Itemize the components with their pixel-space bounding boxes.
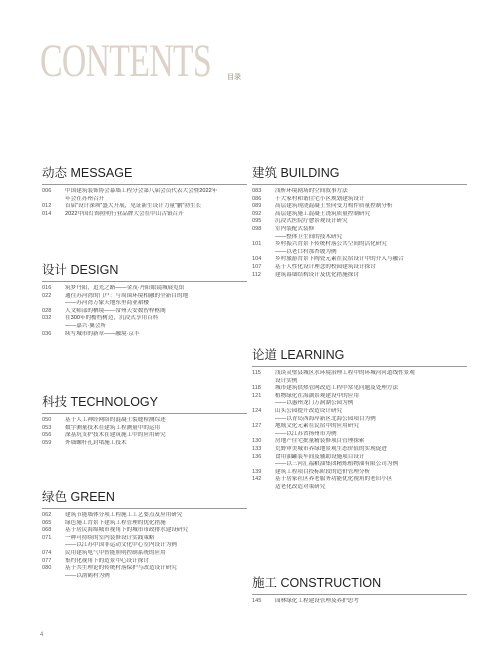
toc-article-title: 绿色施工背景下建筑工程管理的优化措施: [65, 519, 166, 526]
toc-article-title: 浅析环境剧场的空间叙事方法: [275, 188, 348, 194]
toc-page-number: 086: [252, 195, 262, 202]
toc-entry[interactable]: [42, 520, 247, 528]
toc-entry[interactable]: [252, 241, 467, 249]
contents-title: [40, 35, 241, 87]
toc-entry[interactable]: [42, 512, 247, 520]
toc-page-number: 112: [252, 271, 261, 278]
toc-entry[interactable]: [42, 285, 247, 293]
toc-entry[interactable]: [252, 272, 467, 280]
toc-entry[interactable]: [252, 234, 467, 242]
toc-article-title: ——以青岛西海岸新区北海公园项目为例: [275, 415, 376, 422]
toc-article-title: 高层建筑现浇混凝土竖向受力构件质量控制分析: [275, 203, 393, 210]
toc-entry[interactable]: [252, 249, 467, 257]
toc-page-number: 124: [252, 407, 262, 414]
toc-entry[interactable]: [252, 370, 467, 378]
toc-entry[interactable]: [252, 461, 467, 469]
toc-entry[interactable]: [42, 300, 247, 308]
toc-page-number: 092: [252, 210, 262, 217]
toc-page-number: 077: [42, 557, 52, 564]
toc-article-title: 园林绿化工程建设管理及养护思考: [275, 598, 359, 604]
toc-page-number: 101: [252, 241, 262, 248]
toc-article-title: ——整体卫生间的技术研究: [275, 233, 343, 240]
toc-article-title: ——以惠州龙门万洞湖公园为例: [275, 400, 354, 407]
toc-page-number: 012: [42, 203, 52, 210]
toc-entry[interactable]: [42, 293, 247, 301]
toc-page-number: 074: [42, 549, 52, 556]
toc-article-title: 建筑节能墙体分项工程施工工艺要点及应用研究: [65, 512, 183, 518]
toc-entry[interactable]: [42, 565, 247, 573]
toc-entry[interactable]: [42, 315, 247, 323]
page-number: 4: [40, 632, 44, 638]
toc-page-number: 056: [42, 432, 52, 439]
toc-entry[interactable]: [252, 226, 467, 234]
toc-entry[interactable]: [42, 323, 247, 331]
section-technology: [42, 395, 247, 447]
toc-entry[interactable]: [42, 432, 247, 440]
toc-entry[interactable]: [252, 431, 467, 439]
toc-entry[interactable]: [42, 550, 247, 558]
toc-article-title: ——以三河汇福粮油集团精炼植物油有限公司为例: [275, 461, 399, 468]
toc-article-title: 地域文化元素在民宿中的应用研究: [275, 423, 359, 430]
toc-article-title: 适老化改造对策研究: [275, 483, 326, 490]
toc-page-number: 065: [42, 519, 52, 526]
toc-entry[interactable]: [252, 438, 467, 446]
toc-page-number: 098: [252, 225, 262, 232]
toc-article-title: 基于人工神经网络的混凝土裂缝检测综述: [65, 417, 166, 423]
contents-title-sub: 目录: [227, 74, 241, 81]
section-divider: [42, 184, 247, 185]
section-divider: [252, 184, 467, 185]
toc-article-title: 筑梦丹阳，追光之路——金茂·丹阳眼镜城展览馆: [65, 285, 185, 291]
toc-entry[interactable]: [252, 416, 467, 424]
section-heading: 设计 DESIGN: [42, 263, 119, 277]
toc-entry[interactable]: [252, 211, 467, 219]
section-heading: 论道 LEARNING: [252, 348, 345, 362]
toc-article-title: ——嘉兴·翼会所: [65, 322, 107, 329]
toc-page-number: 050: [42, 417, 52, 423]
toc-article-title: 基于人性化设计理念的校园建筑设计探讨: [275, 263, 376, 270]
toc-article-title: 年会在苏州召开: [65, 195, 105, 202]
toc-page-number: 089: [252, 203, 262, 210]
section-heading: 施工 CONSTRUCTION: [252, 576, 382, 590]
toc-entry[interactable]: [42, 417, 247, 425]
toc-page-number: 022: [42, 292, 52, 299]
toc-page-number: 016: [42, 285, 52, 291]
toc-article-title: 房地产住宅批量精装修项目管理探索: [275, 438, 365, 445]
toc-article-title: 民用建筑电气中智能照明控制系统的应用: [65, 549, 166, 556]
toc-entry[interactable]: [252, 454, 467, 462]
contents-title-main: CONTENTS: [40, 35, 211, 87]
toc-article-title: ——以江苏中国非运动文化中心室内设计为例: [65, 542, 177, 549]
toc-page-number: 071: [42, 534, 52, 541]
toc-entry[interactable]: [42, 535, 247, 543]
section-heading: 动态 MESSAGE: [42, 166, 133, 180]
toc-entry[interactable]: [252, 476, 467, 484]
toc-entry[interactable]: [252, 423, 467, 431]
toc-page-number: 104: [252, 256, 262, 263]
toc-page-number: 142: [252, 476, 262, 483]
section-heading: 绿色 GREEN: [42, 490, 115, 504]
toc-article-title: 在300年的檐档树边，沉浸式享用百科: [65, 315, 159, 322]
toc-page-number: 139: [252, 468, 262, 475]
toc-article-title: 基于共生理论的传统村落保护与改造设计研究: [65, 565, 177, 572]
toc-page-number: 014: [42, 210, 52, 217]
toc-entry[interactable]: [42, 558, 247, 566]
section-learning: [252, 348, 467, 492]
section-building: [252, 166, 467, 279]
toc-entry[interactable]: [42, 425, 247, 433]
toc-page-number: 006: [42, 188, 52, 194]
toc-page-number: 053: [42, 424, 52, 431]
toc-article-title: ——以老口村那杏坡为例: [275, 248, 337, 255]
toc-entry[interactable]: [252, 408, 467, 416]
toc-entry[interactable]: [42, 203, 247, 211]
section-divider: [42, 508, 247, 509]
toc-page-number: 059: [42, 439, 52, 446]
toc-entry[interactable]: [42, 331, 247, 339]
toc-entry[interactable]: [252, 203, 467, 211]
toc-article-title: 高层建筑施工混凝土浇筑质量控制研究: [275, 210, 371, 217]
toc-page-number: 121: [252, 392, 262, 399]
toc-article-title: 乡村振兴背景下传统村落公共空间的活化研究: [275, 241, 387, 248]
toc-entry[interactable]: [42, 440, 247, 448]
toc-article-title: 十大家村和谐住宅小区规划建筑设计: [275, 195, 365, 202]
toc-entry[interactable]: [252, 446, 467, 454]
toc-article-title: 首届“设计深圳”盛大开展，见证新生设计力量“鹏”勃生长: [65, 203, 202, 210]
section-divider: [42, 281, 247, 282]
toc-page-number: 095: [252, 218, 262, 225]
toc-entry[interactable]: [42, 196, 247, 204]
toc-article-title: 山头公园提升改造设计研究: [275, 407, 343, 414]
toc-entry[interactable]: [42, 188, 247, 196]
section-heading: 建筑 BUILDING: [252, 166, 340, 180]
toc-page-number: 130: [252, 438, 262, 445]
toc-article-title: 2022中国灯饰照明行业品牌大会在中山古镇召开: [65, 210, 184, 217]
toc-page-number: 080: [42, 565, 52, 572]
toc-article-title: 数字测量技术在建筑工程测量中的运用: [65, 424, 161, 431]
toc-article-title: 集约化视角下的造景中心设计探讨: [65, 557, 149, 564]
toc-entry[interactable]: [252, 469, 467, 477]
toc-page-number: 118: [252, 385, 261, 392]
toc-page-number: 107: [252, 263, 262, 270]
toc-entry[interactable]: [252, 378, 467, 386]
toc-page-number: 028: [42, 307, 52, 314]
toc-article-title: 建筑工程项目投标阶段的造价管理分析: [275, 468, 371, 475]
section-divider: [42, 413, 247, 414]
toc-page-number: 136: [252, 453, 262, 460]
toc-page-number: 036: [42, 330, 52, 337]
toc-article-title: 深基坑支护技术在建筑施工中的应用研究: [65, 432, 166, 439]
toc-entry[interactable]: [42, 573, 247, 581]
toc-entry[interactable]: [252, 385, 467, 393]
toc-page-number: 068: [42, 527, 52, 534]
toc-entry[interactable]: [42, 211, 247, 219]
toc-page-number: 115: [252, 370, 261, 376]
toc-article-title: 城市建筑供热管网改造工程中常见问题及处理方法: [275, 385, 399, 392]
toc-article-title: 浅谈灵璧县城区水环境治理工程中的环城河河道线性景观: [275, 370, 415, 376]
toc-entry[interactable]: [252, 264, 467, 272]
toc-entry[interactable]: [42, 527, 247, 535]
toc-article-title: 设计实例: [275, 377, 298, 384]
toc-article-title: 通往苏河湾的门户：与周围环境相融的全新目的地: [65, 292, 189, 299]
toc-article-title: 续写城市的新章——融境·京丰: [65, 330, 140, 337]
toc-article-title: ——以江苏省扬州市为例: [275, 430, 337, 437]
section-divider: [252, 594, 467, 595]
toc-article-title: 外墙螺杆孔封堵施工技术: [65, 439, 127, 446]
section-design: [42, 263, 247, 338]
toc-article-title: 建筑幕墙结构设计及优化措施探讨: [275, 271, 359, 278]
section-green: [42, 490, 247, 580]
section-heading: 科技 TECHNOLOGY: [42, 395, 158, 409]
toc-entry[interactable]: [252, 256, 467, 264]
section-construction: [252, 576, 467, 606]
toc-entry[interactable]: [252, 393, 467, 401]
toc-page-number: 145: [252, 598, 262, 604]
toc-article-title: 植物绿化在海湖景观建设中的应用: [275, 392, 359, 399]
toc-entry[interactable]: [252, 484, 467, 492]
toc-entry[interactable]: [252, 218, 467, 226]
toc-article-title: 基于居民海绵城市视角下的城市市政排水建设研究: [65, 527, 189, 534]
toc-page-number: 062: [42, 512, 52, 518]
toc-article-title: 人文师部的栖境——常州天安数智梓枢阁: [65, 307, 166, 314]
toc-entry[interactable]: [252, 400, 467, 408]
toc-page-number: 083: [252, 188, 262, 194]
toc-entry[interactable]: [42, 542, 247, 550]
toc-article-title: 一种可持续的室内装修设计实践策略: [65, 534, 155, 541]
toc-article-title: 基于居家社区养老服务功能优化视角的老旧小区: [275, 476, 393, 483]
toc-article-title: 室内装配式装修: [275, 225, 315, 232]
section-message: [42, 166, 247, 218]
toc-entry[interactable]: [252, 188, 467, 196]
toc-entry[interactable]: [252, 598, 467, 606]
toc-page-number: 127: [252, 423, 262, 430]
toc-article-title: 食用油罐装车间及辅助设施项目设计: [275, 453, 365, 460]
section-divider: [252, 366, 467, 367]
toc-article-title: 沉浸式医院疗愈景观设计研究: [275, 218, 348, 225]
toc-page-number: 133: [252, 445, 262, 452]
toc-article-title: ——以沏鹤村为例: [65, 572, 110, 579]
toc-article-title: 荒野审美城市养绿地景观生态价值的实现促进: [275, 445, 387, 452]
toc-page-number: 032: [42, 315, 52, 322]
toc-article-title: 乡村旅游背景下陶瓷元素在民宿设计中的介入与融合: [275, 256, 404, 263]
toc-entry[interactable]: [252, 196, 467, 204]
toc-article-title: ——苏河湾万象天地东里商业裙楼: [65, 300, 149, 307]
toc-entry[interactable]: [42, 308, 247, 316]
toc-article-title: 中国建筑装饰协会幕墙工程分会第八届会员代表大会暨2022年: [65, 188, 218, 194]
